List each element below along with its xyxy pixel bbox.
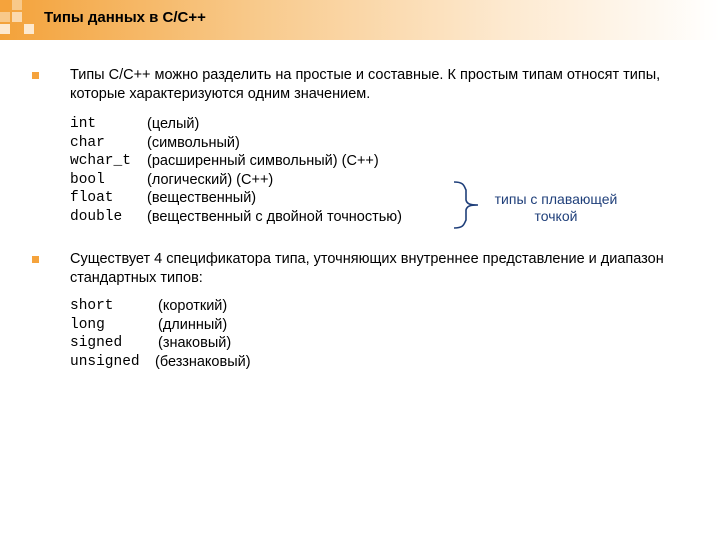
specifier-description: (беззнаковый) bbox=[155, 353, 251, 370]
type-keyword: wchar_t bbox=[70, 153, 131, 169]
right-brace-icon bbox=[452, 180, 482, 230]
type-keyword: bool bbox=[70, 171, 105, 188]
type-description: (вещественный с двойной точностью) bbox=[147, 208, 402, 225]
type-keyword: float bbox=[70, 190, 114, 206]
specifier-keyword: signed bbox=[70, 335, 123, 351]
corner-squares-icon bbox=[0, 0, 44, 44]
bullet-icon bbox=[32, 72, 39, 79]
type-keyword: int bbox=[70, 116, 97, 132]
specifier-keyword: long bbox=[70, 316, 105, 333]
type-keyword: double bbox=[70, 208, 123, 225]
type-description: (вещественный) bbox=[147, 190, 257, 206]
type-description: (логический) (С++) bbox=[147, 171, 274, 188]
float-note-line2: точкой bbox=[534, 208, 578, 224]
page-title: Типы данных в С/С++ bbox=[44, 9, 206, 26]
float-types-note bbox=[486, 191, 626, 225]
bullet-icon bbox=[32, 256, 39, 263]
specifier-keyword: unsigned bbox=[70, 353, 140, 370]
type-description: (целый) bbox=[147, 116, 200, 132]
intro-paragraph: Типы С/С++ можно разделить на простые и составные. К простым типам относят типы, которые характеризуются одним значением. bbox=[70, 67, 661, 102]
type-keyword: char bbox=[70, 134, 105, 151]
specifier-keyword: short bbox=[70, 298, 114, 314]
specifier-description: (длинный) bbox=[158, 316, 228, 333]
specifiers-paragraph: Существует 4 спецификатора типа, уточняющих внутреннее представление и диапазон стандартных типов: bbox=[70, 251, 664, 286]
float-note-line1: типы с плавающей bbox=[494, 191, 618, 207]
type-description: (расширенный символьный) (С++) bbox=[147, 153, 379, 169]
specifier-description: (знаковый) bbox=[158, 335, 232, 351]
type-description: (символьный) bbox=[147, 134, 240, 151]
specifier-description: (короткий) bbox=[158, 298, 228, 314]
